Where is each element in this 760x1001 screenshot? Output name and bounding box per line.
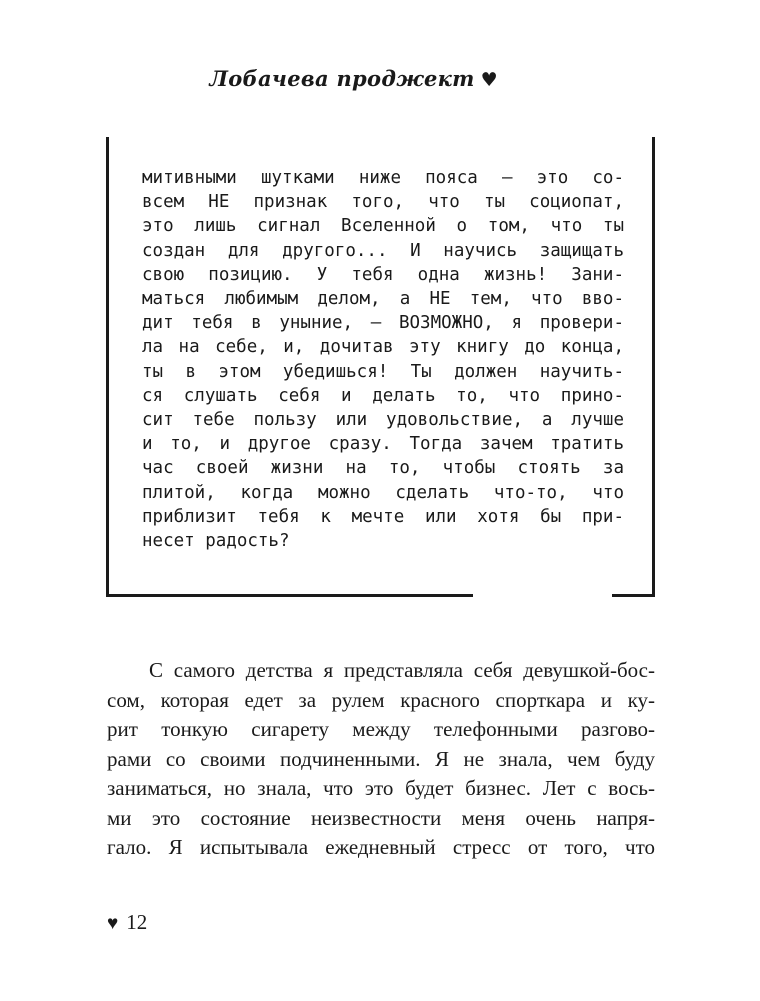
box-line: свою позицию. У тебя одна жизнь! Зани- xyxy=(142,264,624,285)
heart-icon: ♥ xyxy=(480,69,498,91)
box-line: ла на себе, и, дочитав эту книгу до конца, xyxy=(142,337,624,358)
box-line: час своей жизни на то, чтобы стоять за xyxy=(142,458,624,479)
box-line: плитой, когда можно сделать что-то, что xyxy=(142,482,624,503)
box-line: и то, и другое сразу. Тогда зачем тратить xyxy=(142,434,624,455)
body-line: заниматься, но знала, что это будет бизнес. Лет с вось- xyxy=(107,776,655,800)
box-line: создан для другого... И научись защищать xyxy=(142,240,624,261)
body-line: ми это состояние неизвестности меня очень напря- xyxy=(107,805,655,830)
frame-bottom-border-right xyxy=(612,594,655,597)
frame-right-border xyxy=(652,137,655,597)
body-line: гало. Я испытывала ежедневный стресс от того, что xyxy=(107,835,655,859)
box-line: дит тебя в уныние, — ВОЗМОЖНО, я провери- xyxy=(142,313,624,334)
box-line: несет радость? xyxy=(142,531,290,552)
box-line: ся слушать себя и делать то, что прино- xyxy=(142,385,624,406)
running-title: Лобачева проджект xyxy=(209,66,475,91)
body-line: рами со своими подчиненными. Я не знала, чем буду xyxy=(107,746,655,771)
body-line: С самого детства я представляла себя девушкой-бос- xyxy=(149,658,655,682)
page-footer xyxy=(107,910,147,935)
frame-left-border xyxy=(106,137,109,597)
body-line: сом, которая едет за рулем красного спорткара и ку- xyxy=(107,687,655,712)
box-line: маться любимым делом, а НЕ тем, что вво- xyxy=(142,289,624,310)
box-line: митивными шутками ниже пояса — это со- xyxy=(142,168,624,188)
box-line: сит тебе пользу или удовольствие, а лучше xyxy=(142,410,624,431)
body-paragraph xyxy=(107,656,655,863)
box-line: приблизит тебя к мечте или хотя бы при- xyxy=(142,506,624,527)
sidebar-box-text xyxy=(142,166,624,553)
heart-icon: ♥ xyxy=(107,913,119,934)
running-header xyxy=(209,66,498,91)
page-number: 12 xyxy=(126,910,148,934)
frame-bottom-border-left xyxy=(106,594,473,597)
body-line: рит тонкую сигарету между телефонными разгово- xyxy=(107,717,655,741)
box-line: это лишь сигнал Вселенной о том, что ты xyxy=(142,216,624,237)
box-line: всем НЕ признак того, что ты социопат, xyxy=(142,192,624,213)
box-line: ты в этом убедишься! Ты должен научить- xyxy=(142,361,624,382)
